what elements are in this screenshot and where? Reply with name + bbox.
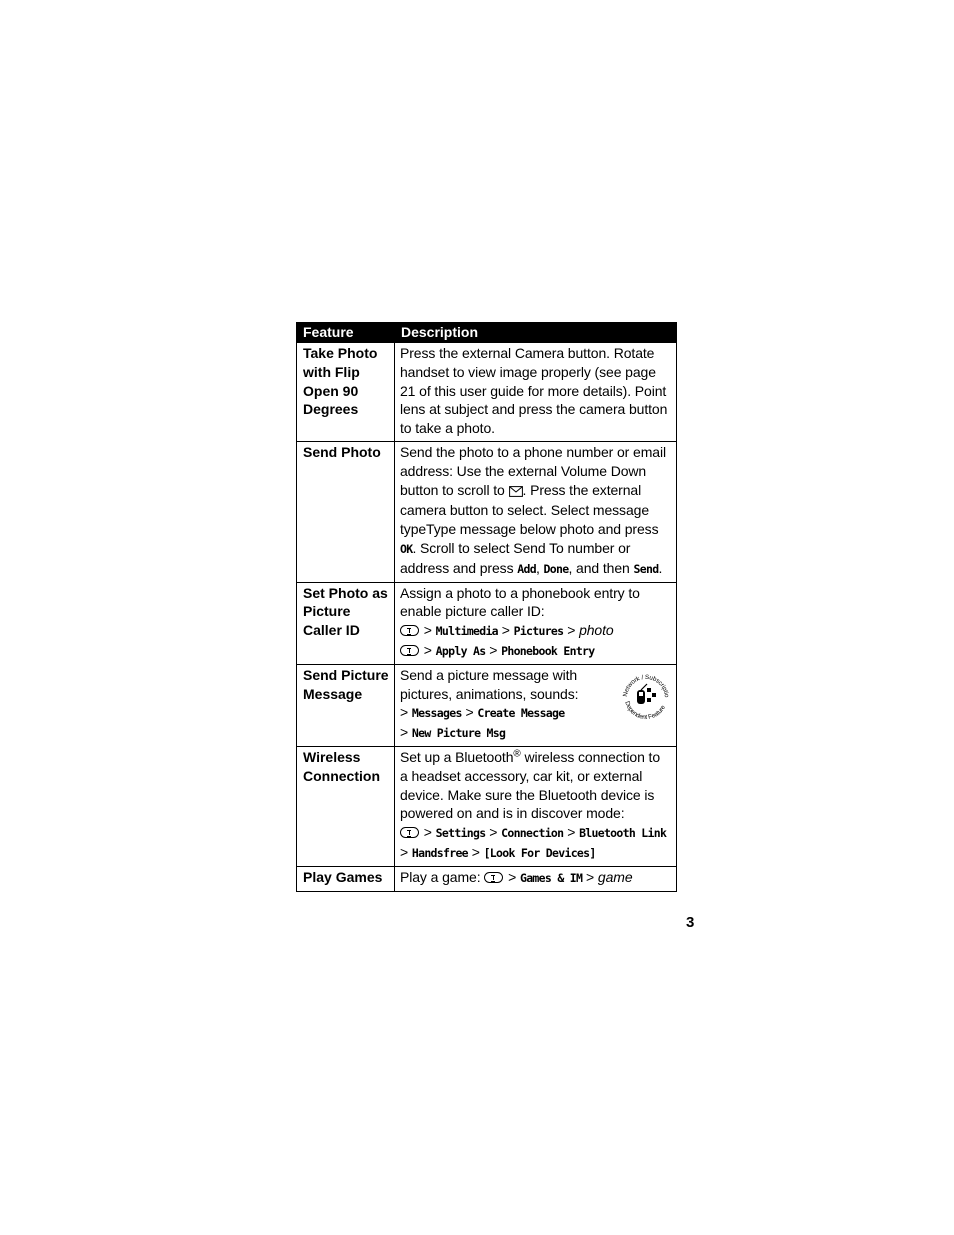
header-description: Description: [395, 323, 677, 343]
feature-cell: Send Photo: [297, 441, 395, 582]
description-cell: [395, 866, 677, 891]
menu-path-item: Bluetooth Link: [579, 826, 667, 841]
path-separator: >: [489, 641, 498, 658]
menu-key-icon: [400, 645, 419, 656]
menu-path-item: Phonebook Entry: [501, 643, 595, 658]
description-cell: [395, 582, 677, 664]
description-cell: [395, 664, 677, 746]
path-separator: >: [471, 843, 480, 860]
path-separator: >: [567, 622, 576, 639]
menu-path-item: Apply As: [435, 643, 486, 658]
svg-text:Network / Subscription: Network / Subscriptio: [621, 673, 671, 698]
menu-path-item: Games & IM: [519, 870, 583, 885]
text: .: [658, 559, 663, 576]
table-header-row: [297, 323, 677, 343]
page-number: 3: [686, 914, 695, 931]
menu-path-item: New Picture Msg: [411, 726, 506, 741]
text: . Press the external camera button to select. Select message typeType message below photo and press: [400, 481, 659, 538]
path-separator: >: [567, 824, 576, 841]
menu-path-variable: game: [597, 868, 633, 885]
menu-key-icon: [400, 625, 419, 636]
feature-cell: Set Photo as Picture Caller ID: [297, 582, 395, 664]
menu-path-item: Pictures: [513, 624, 564, 639]
table-row: [297, 343, 677, 442]
text: Play a game:: [400, 868, 481, 885]
path-separator: >: [400, 704, 409, 721]
path-separator: >: [423, 641, 432, 658]
feature-cell: Play Games: [297, 866, 395, 891]
path-separator: >: [400, 724, 409, 741]
feature-cell: Take Photo with Flip Open 90 Degrees: [297, 343, 395, 442]
softkey-add: Add: [517, 561, 536, 576]
table-row: [297, 746, 677, 866]
path-separator: >: [586, 868, 595, 885]
feature-table: [296, 322, 677, 892]
text: wireless connection to a headset accessory, car kit, or external device. Make sure the Bluetooth device is powered on and is in discover mode:: [400, 748, 661, 822]
envelope-icon: [509, 483, 523, 502]
header-feature: Feature: [297, 323, 395, 343]
description-cell: [395, 441, 677, 582]
description-cell: [395, 746, 677, 866]
path-separator: >: [423, 622, 432, 639]
text: Send a picture message with pictures, animations, sounds:: [400, 666, 579, 702]
menu-path-item: Settings: [435, 826, 486, 841]
feature-cell: Send Picture Message: [297, 664, 395, 746]
text: Set up a Bluetooth: [400, 748, 514, 765]
menu-path-item: [Look For Devices]: [483, 845, 596, 860]
table-row: [297, 441, 677, 582]
text: Assign a photo to a phonebook entry to enable picture caller ID:: [400, 584, 640, 620]
menu-key-icon: [484, 872, 503, 883]
svg-text:Dependent Feature: Dependent Feature: [623, 700, 667, 721]
table-row: [297, 664, 677, 746]
text: , and then: [568, 559, 630, 576]
menu-path-item: Multimedia: [435, 624, 498, 639]
path-separator: >: [400, 843, 409, 860]
feature-cell: Wireless Connection: [297, 746, 395, 866]
text: Send the photo to a phone number or email address: Use the external Volume Down button to scroll to: [400, 443, 666, 498]
softkey-done: Done: [543, 561, 569, 576]
table-row: [297, 866, 677, 891]
text: . Scroll to select Send To number or address and press: [400, 539, 631, 576]
softkey-send: Send: [633, 561, 659, 576]
path-separator: >: [489, 824, 498, 841]
path-separator: >: [465, 704, 474, 721]
text: ,: [535, 559, 540, 576]
menu-key-icon: [400, 827, 419, 838]
description-cell: Press the external Camera button. Rotate handset to view image properly (see page 21 of this user guide for more details). Point lens at subject and press the camera button to take a photo.: [395, 343, 677, 442]
table-row: [297, 582, 677, 664]
registered-mark: ®: [513, 748, 521, 760]
path-separator: >: [423, 824, 432, 841]
path-separator: >: [501, 622, 510, 639]
menu-path-variable: photo: [579, 622, 614, 639]
menu-path-item: Handsfree: [411, 845, 468, 860]
menu-path-item: Connection: [501, 826, 564, 841]
menu-path-item: Create Message: [477, 706, 565, 721]
softkey-ok: OK: [400, 541, 413, 556]
path-separator: >: [508, 868, 517, 885]
network-feature-icon: [619, 668, 673, 722]
menu-path-item: Messages: [411, 706, 462, 721]
